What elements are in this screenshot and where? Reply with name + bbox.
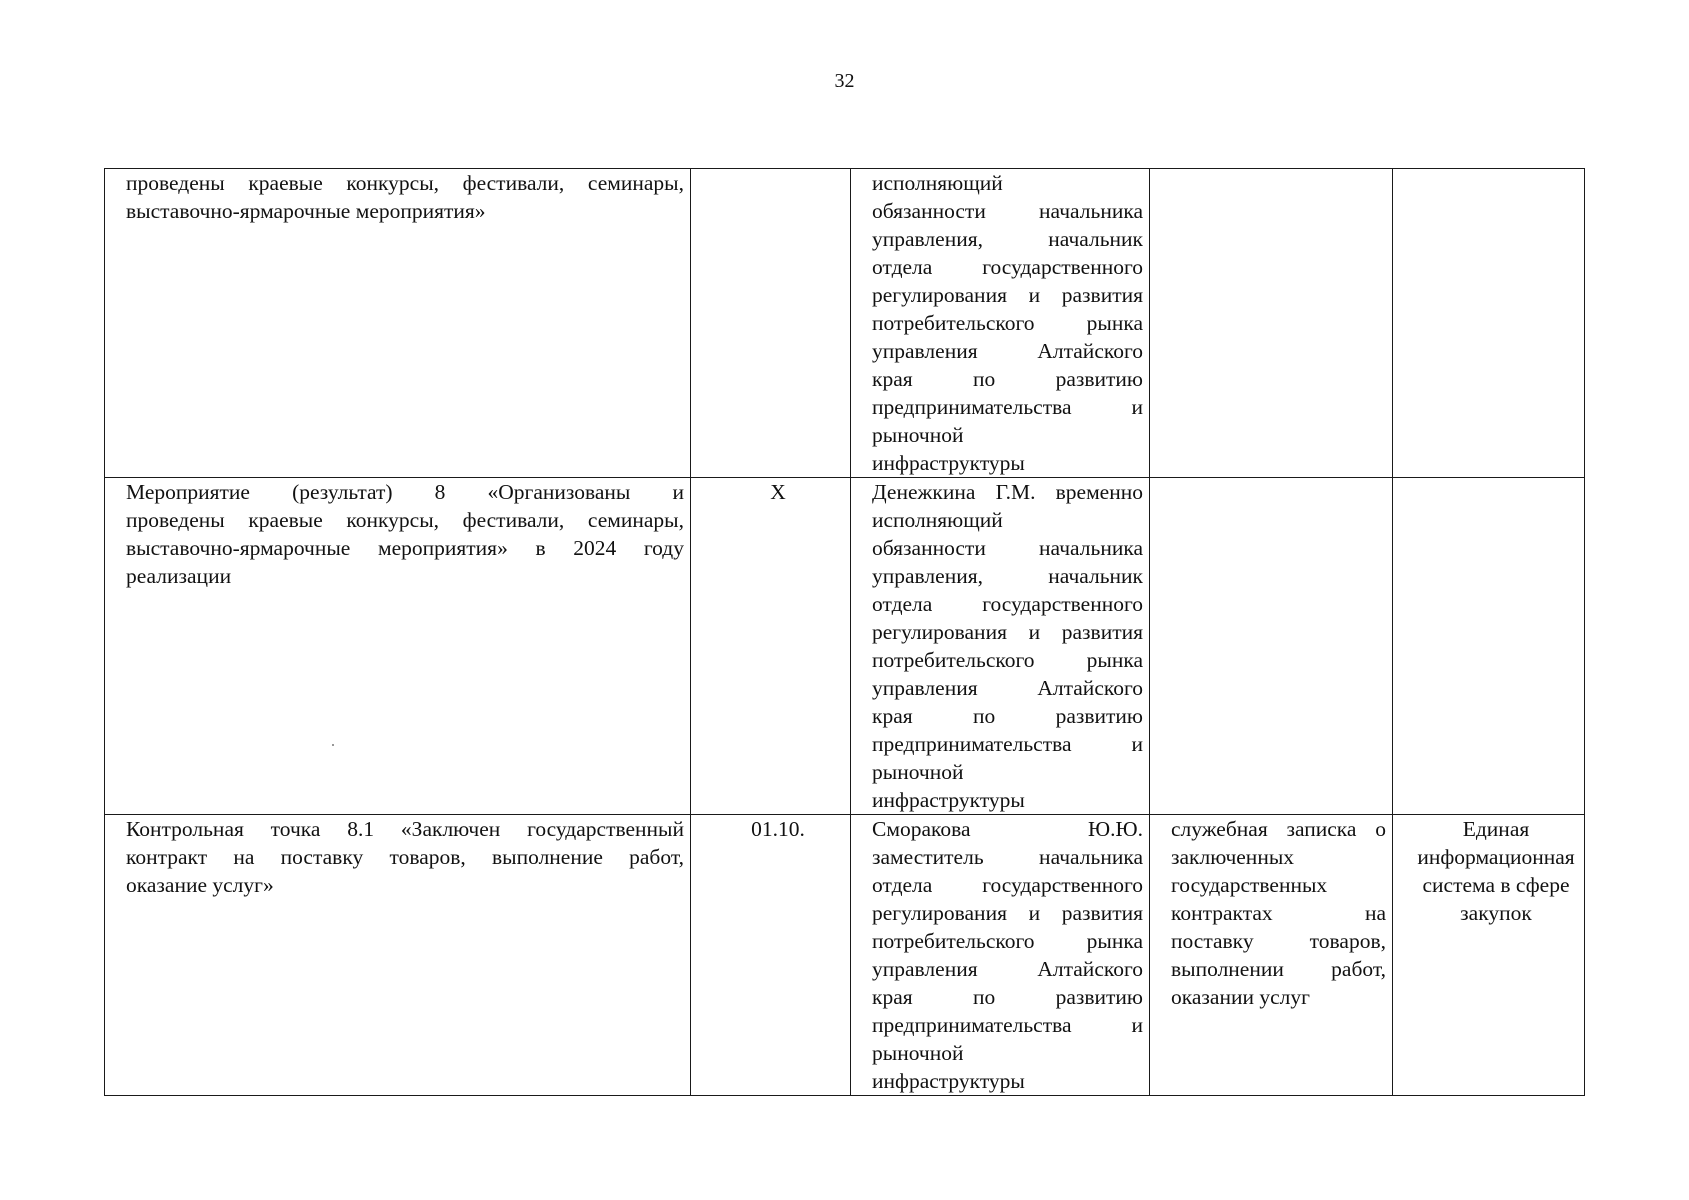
responsible-line: отдела государственного [872, 873, 1143, 897]
system-cell [1393, 478, 1585, 815]
responsible-line: управления Алтайского [872, 676, 1143, 700]
responsible-line: регулирования и развития [872, 901, 1143, 925]
system-cell [1393, 169, 1585, 478]
responsible-line: потребительского рынка [872, 929, 1143, 953]
responsible-line: предпринимательства и [872, 395, 1143, 419]
description-line: контракт на поставку товаров, выполнение работ, [126, 845, 684, 869]
responsible-line: заместитель начальника [872, 845, 1143, 869]
control-points-table [104, 168, 1585, 1096]
responsible-line: обязанности начальника [872, 199, 1143, 223]
document-line: поставку товаров, [1171, 929, 1386, 953]
description-line: Мероприятие (результат) 8 «Организованы и [126, 480, 684, 504]
responsible-line: рыночной [872, 1041, 964, 1065]
responsible-line: Сморакова Ю.Ю. [872, 817, 1143, 841]
document-line: заключенных [1171, 845, 1295, 869]
document-cell [1150, 169, 1393, 478]
description-line: проведены краевые конкурсы, фестивали, семинары, [126, 508, 684, 532]
description-cell [105, 815, 691, 1096]
document-cell [1150, 478, 1393, 815]
description-cell [105, 169, 691, 478]
responsible-line: регулирования и развития [872, 620, 1143, 644]
description-line: выставочно-ярмарочные мероприятия» в 2024 году [126, 536, 684, 560]
responsible-line: управления Алтайского [872, 339, 1143, 363]
responsible-cell [851, 169, 1150, 478]
responsible-line: управления, начальник [872, 227, 1143, 251]
table-row [105, 815, 1585, 1096]
system-line: Единая [1462, 817, 1530, 841]
responsible-line: инфраструктуры [872, 788, 1025, 812]
responsible-line: потребительского рынка [872, 311, 1143, 335]
responsible-line: инфраструктуры [872, 451, 1025, 475]
description-line: оказание услуг» [126, 873, 274, 897]
system-line: закупок [1460, 901, 1532, 925]
description-line: Контрольная точка 8.1 «Заключен государственный [126, 817, 684, 841]
responsible-line: исполняющий [872, 508, 1003, 532]
system-cell [1393, 815, 1585, 1096]
responsible-line: края по развитию [872, 704, 1143, 728]
page-number: 32 [834, 70, 855, 92]
responsible-line: края по развитию [872, 985, 1143, 1009]
responsible-line: обязанности начальника [872, 536, 1143, 560]
document-line: оказании услуг [1171, 985, 1310, 1009]
table-row [105, 169, 1585, 478]
description-line: проведены краевые конкурсы, фестивали, семинары, [126, 171, 684, 195]
system-line: информационная [1417, 845, 1575, 869]
responsible-line: рыночной [872, 423, 964, 447]
responsible-line: исполняющий [872, 171, 1003, 195]
responsible-line: предпринимательства и [872, 732, 1143, 756]
table-row [105, 478, 1585, 815]
scan-speck [332, 744, 334, 746]
responsible-cell [851, 815, 1150, 1096]
responsible-line: регулирования и развития [872, 283, 1143, 307]
date-cell [691, 169, 851, 478]
document-line: контрактах на [1171, 901, 1386, 925]
description-line: реализации [126, 564, 232, 588]
document-line: выполнении работ, [1171, 957, 1386, 981]
responsible-line: края по развитию [872, 367, 1143, 391]
document-cell [1150, 815, 1393, 1096]
responsible-line: управления, начальник [872, 564, 1143, 588]
responsible-line: рыночной [872, 760, 964, 784]
responsible-line: управления Алтайского [872, 957, 1143, 981]
responsible-line: предпринимательства и [872, 1013, 1143, 1037]
responsible-line: отдела государственного [872, 255, 1143, 279]
responsible-cell [851, 478, 1150, 815]
description-cell [105, 478, 691, 815]
description-line: выставочно-ярмарочные мероприятия» [126, 199, 486, 223]
document-line: государственных [1171, 873, 1328, 897]
date-cell: X [691, 478, 851, 815]
responsible-line: инфраструктуры [872, 1069, 1025, 1093]
responsible-line: потребительского рынка [872, 648, 1143, 672]
responsible-line: Денежкина Г.М. временно [872, 480, 1143, 504]
system-line: система в сфере [1422, 873, 1570, 897]
responsible-line: отдела государственного [872, 592, 1143, 616]
date-cell: 01.10. [691, 815, 851, 1096]
document-line: служебная записка о [1171, 817, 1386, 841]
